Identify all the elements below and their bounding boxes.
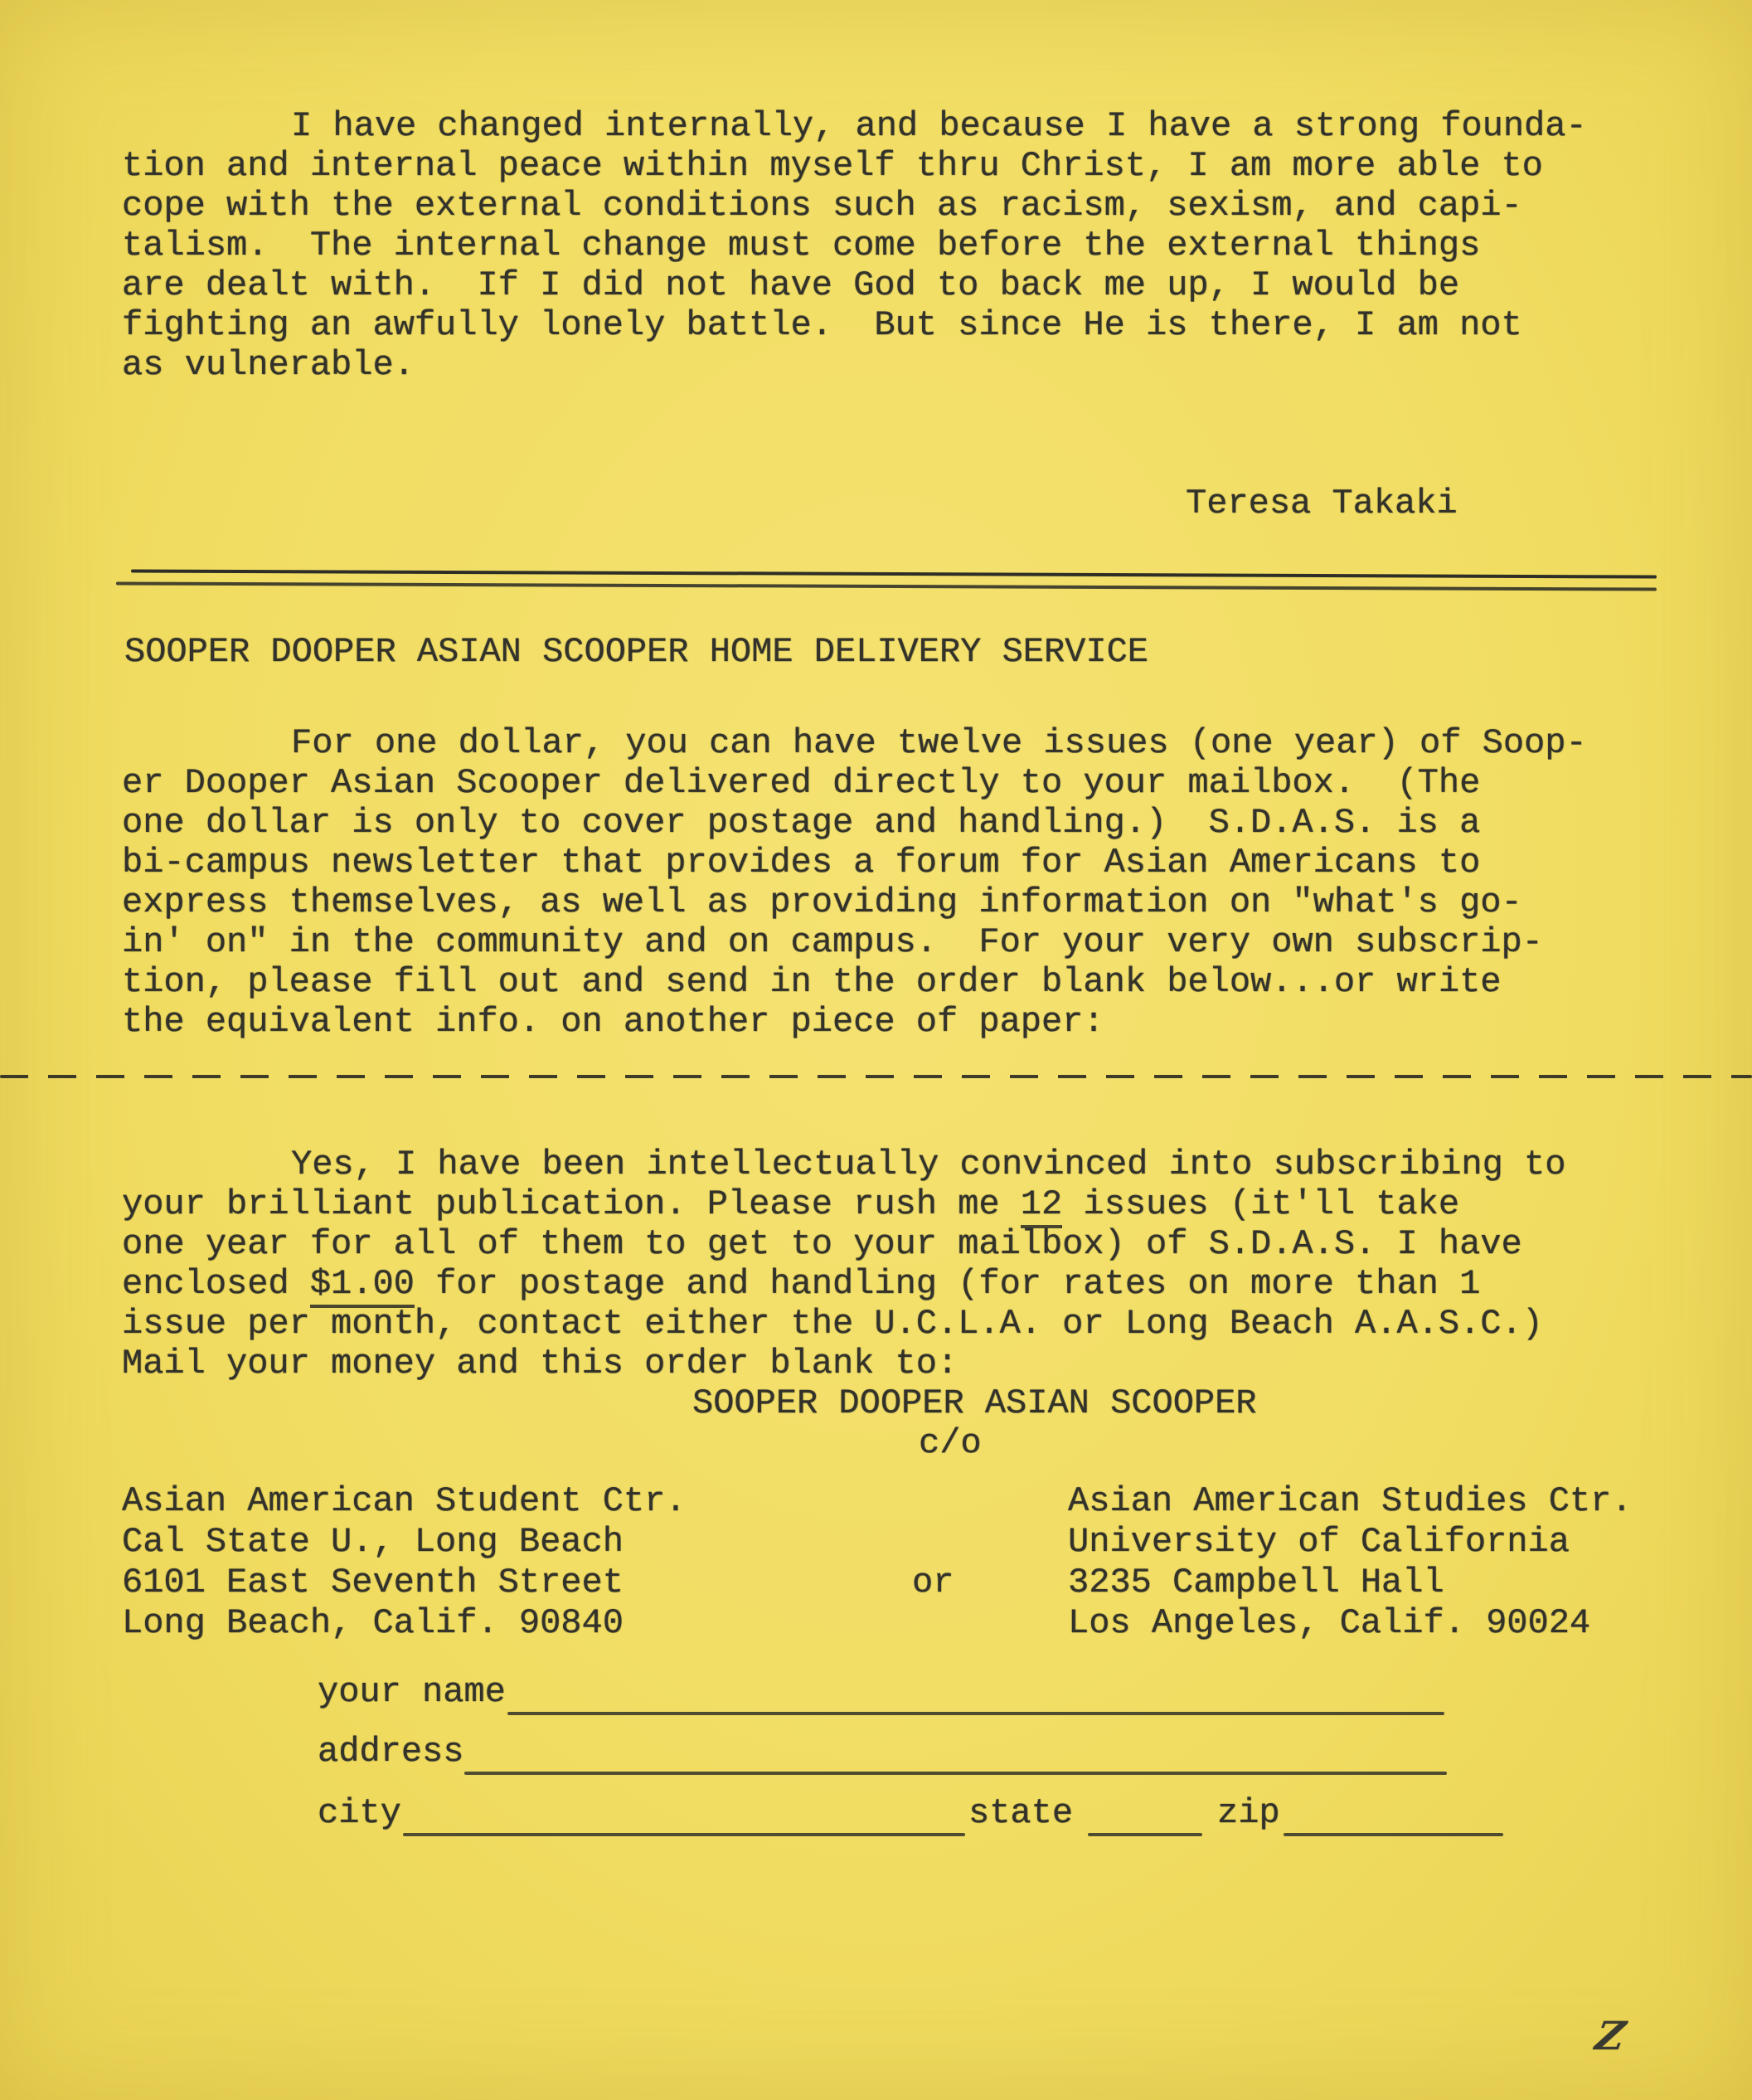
state-field-label: state (968, 1793, 1074, 1833)
zip-field-label: zip (1217, 1793, 1280, 1833)
section-heading: SOOPER DOOPER ASIAN SCOOPER HOME DELIVERY SERVICE (124, 632, 1149, 672)
text-line: For one dollar, you can have twelve issues (one year) of Soop- (291, 723, 1587, 763)
name-field-line (507, 1712, 1444, 1715)
text-line: fighting an awfully lonely battle. But since He is there, I am not (122, 305, 1522, 345)
testimonial-paragraph (122, 106, 1587, 385)
text-line: one dollar is only to cover postage and handling.) S.D.A.S. is a (122, 803, 1481, 843)
text-line: cope with the external conditions such as racism, sexism, and capi- (122, 186, 1522, 226)
address-line: University of California (1068, 1522, 1570, 1562)
address-line: Los Angeles, Calif. 90024 (1068, 1603, 1591, 1643)
text-line: your brilliant publication. Please rush me 12 issues (it'll take (122, 1184, 1565, 1224)
text-line: tion, please fill out and send in the order blank below...or write (122, 962, 1502, 1002)
text-line: tion and internal peace within myself thru Christ, I am more able to (122, 146, 1543, 186)
city-field-line (403, 1833, 965, 1836)
address-ucla (1068, 1481, 1633, 1644)
address-line: 3235 Campbell Hall (1068, 1563, 1444, 1602)
order-form-paragraph (122, 1145, 1565, 1383)
text-line: er Dooper Asian Scooper delivered directly to your mailbox. (The (122, 763, 1481, 803)
text-line: I have changed internally, and because I have a strong founda- (291, 106, 1587, 146)
address-long-beach (122, 1481, 687, 1644)
text-line: talism. The internal change must come before the external things (122, 226, 1481, 265)
text-line: in' on" in the community and on campus. For your very own subscrip- (122, 922, 1543, 962)
intro-paragraph (122, 723, 1587, 1042)
text-line: the equivalent info. on another piece of paper: (122, 1002, 1104, 1042)
mail-to-title: SOOPER DOOPER ASIAN SCOOPER (692, 1383, 1257, 1423)
underlined-amount: $1.00 (310, 1264, 415, 1308)
address-line: Long Beach, Calif. 90840 (122, 1603, 624, 1643)
zip-field-line (1284, 1833, 1503, 1836)
signature: Teresa Takaki (1186, 484, 1458, 523)
text-line: Yes, I have been intellectually convinced into subscribing to (291, 1145, 1566, 1184)
state-field-line (1088, 1833, 1202, 1836)
section-divider (116, 569, 1657, 575)
address-line: Asian American Studies Ctr. (1068, 1481, 1633, 1521)
address-field-label: address (318, 1732, 464, 1772)
care-of-label: c/o (919, 1423, 982, 1463)
city-field-label: city (318, 1793, 401, 1833)
cut-here-dashed-line (0, 1075, 1752, 1078)
text-line: as vulnerable. (122, 345, 415, 385)
text-line: are dealt with. If I did not have God to back me up, I would be (122, 265, 1460, 305)
text-line: Mail your money and this order blank to: (122, 1344, 959, 1383)
text-line: enclosed $1.00 for postage and handling (for rates on more than 1 (122, 1264, 1565, 1304)
text-line: one year for all of them to get to your mailbox) of S.D.A.S. I have (122, 1224, 1522, 1264)
or-label: or (912, 1563, 954, 1602)
address-line: Asian American Student Ctr. (122, 1481, 687, 1521)
address-field-line (464, 1772, 1447, 1775)
underlined-issue-count: 12 (1021, 1184, 1062, 1228)
handwritten-page-mark: Z (1592, 2014, 1629, 2059)
text-line: express themselves, as well as providing information on "what's go- (122, 882, 1522, 922)
address-line: Cal State U., Long Beach (122, 1522, 624, 1562)
text-line: issue per month, contact either the U.C.L.A. or Long Beach A.A.S.C.) (122, 1304, 1543, 1344)
address-line: 6101 East Seventh Street (122, 1563, 624, 1602)
text-line: bi-campus newsletter that provides a forum for Asian Americans to (122, 843, 1481, 882)
name-field-label: your name (318, 1672, 506, 1712)
